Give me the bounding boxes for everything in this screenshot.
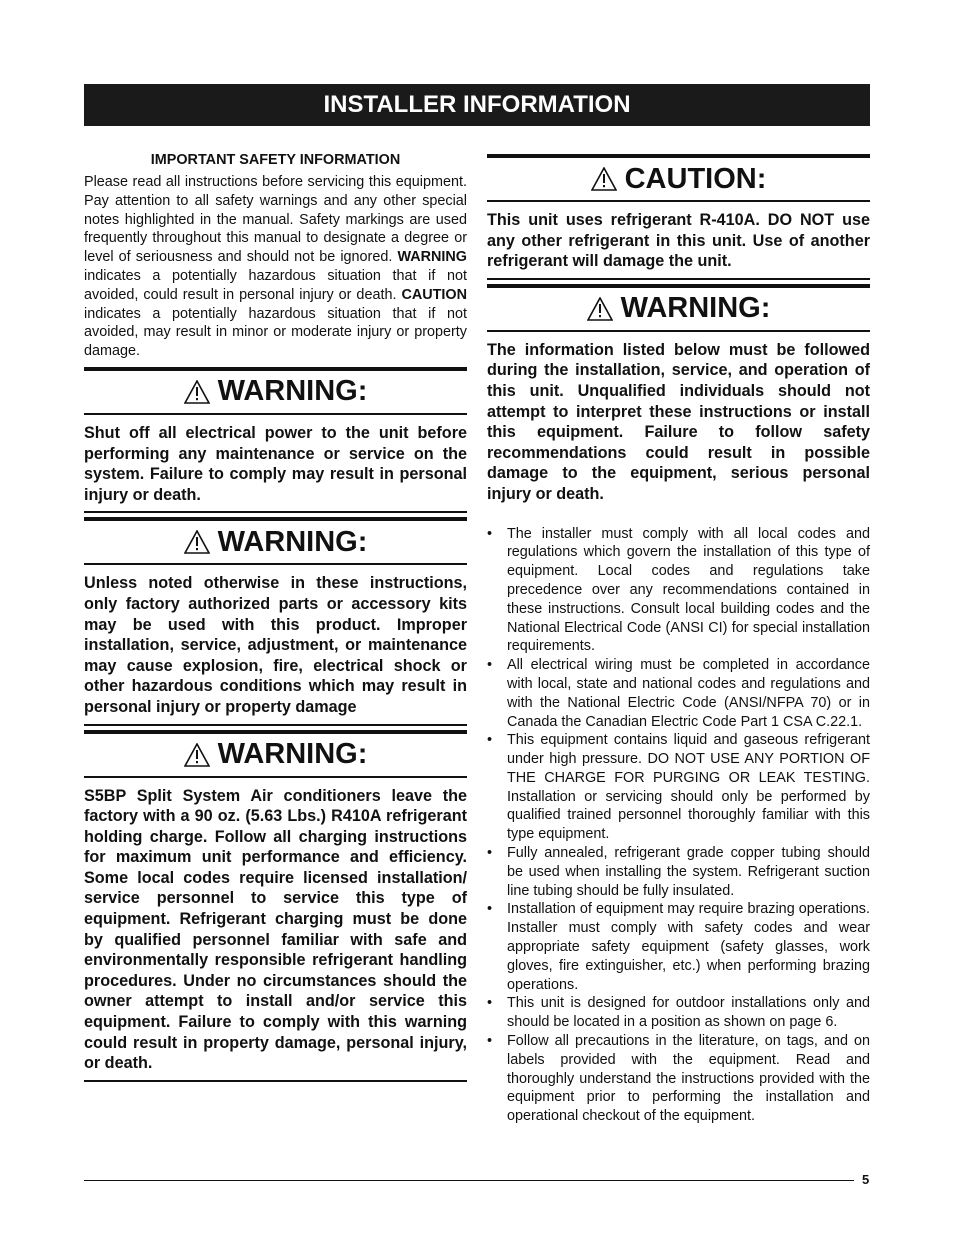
list-item: • All electrical wiring must be completed in accordance with local, state and national codes and regulations and with the National Electric Code (ANSI/NFPA 70) or in Canada the Canadian Electric Code Part 1 CSA C.22.1. [487, 656, 870, 731]
warning-triangle-icon [587, 297, 613, 321]
warning-label: WARNING: [620, 292, 771, 325]
page-number: 5 [862, 1172, 870, 1187]
installer-bullet-list [487, 525, 870, 1127]
section-banner [84, 84, 870, 126]
safety-intro: Please read all instructions before servicing this equipment. Pay attention to all safety warnings and any other special notes highlighted in the manual. Safety markings are used frequently throughout this manual to designate a degree or level of seriousness and should not be ignored. [84, 174, 467, 266]
warning-triangle-icon [184, 530, 210, 554]
warning-text: The information listed below must be followed during the installation, service, and operation of this unit. Unqualified individuals should not attempt to interpret these instructions or install this equipment. Failure to follow safety recommendations could result in possible damage to the equipment, serious personal injury or death. [487, 340, 870, 503]
list-item: • This equipment contains liquid and gaseous refrigerant under high pressure. DO NOT USE ANY PORTION OF THE CHARGE FOR PURGING OR LEAK TESTING. Installation or servicing should only be performed by qualified trained personnel thoroughly familiar with this type equipment. [487, 731, 870, 844]
warning-label: WARNING: [217, 525, 368, 558]
warning-box-heading [84, 730, 467, 778]
warning-term: WARNING [397, 249, 467, 266]
warning-text: S5BP Split System Air conditioners leave the factory with a 90 oz. (5.63 Lbs.) R410A refrigerant holding charge. Follow all charging instructions for maximum unit performance and efficiency. Some local codes require licensed installation/ service personnel to service this type of equipment. Refrigerant charging must be done by qualified personnel familiar with safe and environmentally responsible refrigerant handling procedures. Under no circumstances should the owner attempt to install and/or service this equipment. Failure to comply with this warning could result in property damage, personal injury, or death. [84, 786, 467, 1082]
caution-term: CAUTION [401, 286, 467, 303]
safety-text [84, 173, 467, 361]
warning-triangle-icon [184, 743, 210, 767]
warning-triangle-icon [184, 380, 210, 404]
warning-box-parts [84, 517, 467, 725]
warning-box-heading [84, 367, 467, 415]
warning-box-heading [84, 517, 467, 565]
right-column [487, 154, 870, 1126]
warning-label: WARNING: [217, 738, 368, 770]
safety-title: IMPORTANT SAFETY INFORMATION [150, 152, 401, 168]
left-column [84, 152, 467, 1082]
list-item: • Fully annealed, refrigerant grade copper tubing should be used when installing the system. Refrigerant suction line tubing should be fully insulated. [487, 844, 870, 900]
caution-text: This unit uses refrigerant R-410A. DO NOT use any other refrigerant in this unit. Use of another refrigerant will damage the unit. [487, 210, 870, 280]
list-item: • Follow all precautions in the literature, on tags, and on labels provided with the equipment. Read and thoroughly understand the instructions provided with the equipment prior to performing the installation and operational checkout of the equipment. [487, 1032, 870, 1126]
warning-box-refrigerant [84, 730, 467, 1082]
warning-box-power [84, 367, 467, 513]
caution-box [487, 154, 870, 280]
list-item: • Installation of equipment may require brazing operations. Installer must comply with safety codes and wear appropriate safety equipment (safety glasses, work gloves, fire extinguisher, etc.) when performing brazing operations. [487, 900, 870, 994]
warning-triangle-icon [591, 167, 617, 191]
caution-definition: indicates a potentially hazardous situation that if not avoided, may result in minor or moderate injury or property damage. [84, 305, 467, 360]
warning-box-heading [487, 284, 870, 332]
list-item: • This unit is designed for outdoor installations only and should be located in a position as shown on page 6. [487, 994, 870, 1032]
footer-rule [84, 1180, 854, 1181]
section-title: INSTALLER INFORMATION [323, 91, 631, 118]
warning-box-info [487, 284, 870, 511]
caution-box-heading [487, 154, 870, 202]
caution-label: CAUTION: [624, 162, 767, 195]
list-item: • The installer must comply with all local codes and regulations which govern the installation of this type of equipment. Local codes and regulations take precedence over any recommendations contained in these instructions. Consult local building codes and the National Electrical Code (ANSI CI) for special installation requirements. [487, 525, 870, 657]
warning-text: Shut off all electrical power to the unit before performing any maintenance or service on the system. Failure to comply may result in personal injury or death. [84, 423, 467, 513]
warning-label: WARNING: [217, 375, 368, 408]
warning-definition: indicates a potentially hazardous situation that if not avoided, could result in personal injury or death. [84, 267, 467, 303]
warning-text: Unless noted otherwise in these instructions, only factory authorized parts or accessory kits may be used with this product. Improper installation, service, adjustment, or maintenance may cause explosion, fire, electrical shock or other hazardous conditions which may result in personal injury or property damage [84, 573, 467, 725]
